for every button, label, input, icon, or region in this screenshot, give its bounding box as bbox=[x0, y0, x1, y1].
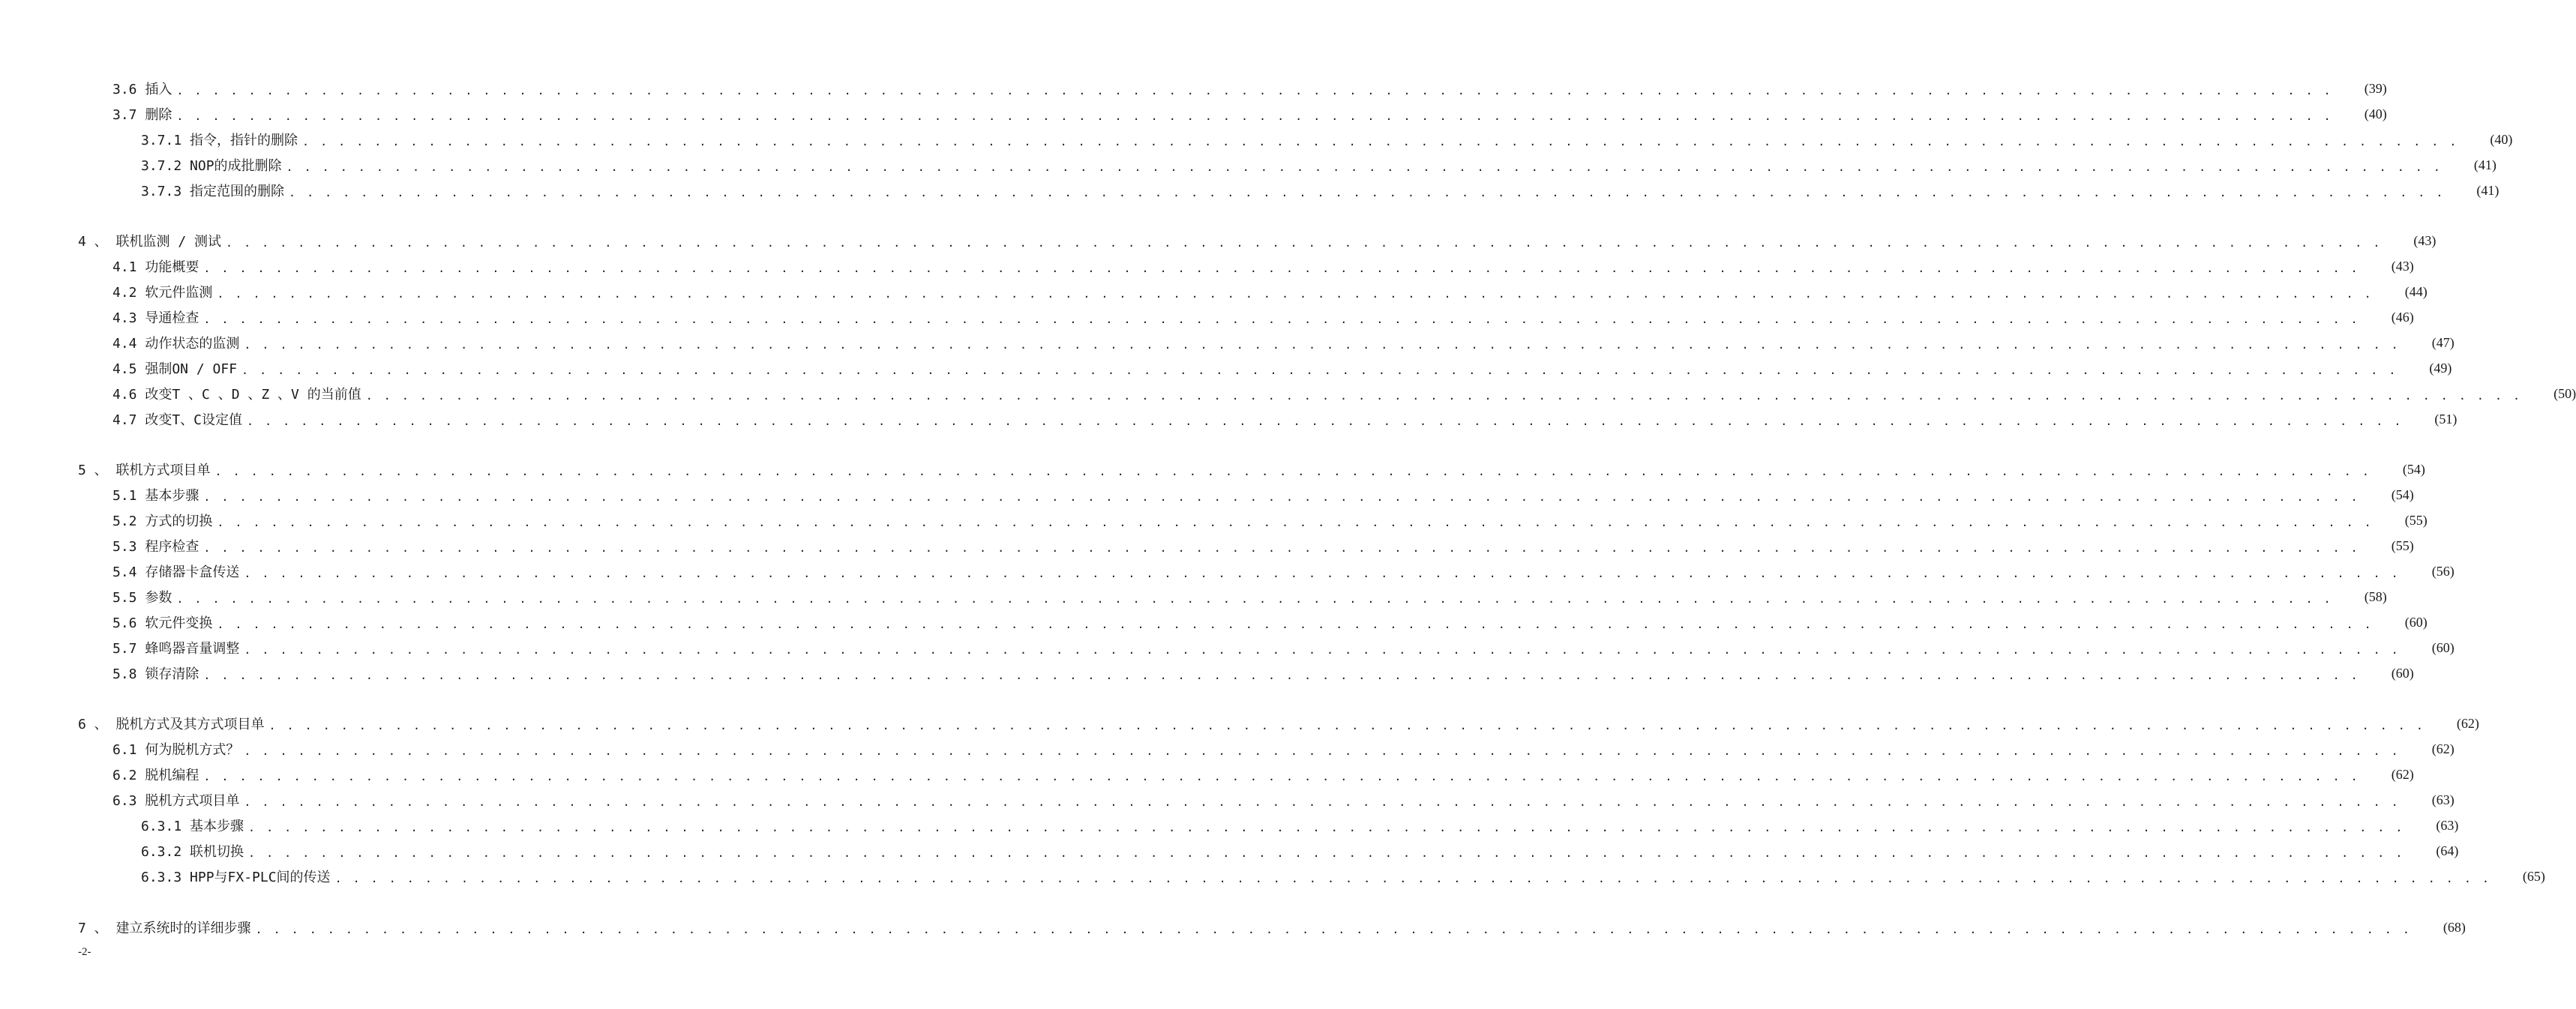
toc-leader-dots: . . . . . . . . . . . . . . . . . . . . . . . . . . . . . . . . . . . . . . . . . . . . . . . . . . . . . . . . . . . . . . . . . . . . . . . . . . . . . . . . . . . . . . . . . . . . . . . . . . . . . . . . . . . . . . . . . . . . . . . . bbox=[241, 364, 2398, 377]
toc-entry-title: 4.2 软元件监测 bbox=[112, 285, 213, 301]
toc-entry-title: 5.3 程序检查 bbox=[112, 539, 199, 555]
toc-entry-title: 6 、 脱机方式及其方式项目单 bbox=[78, 717, 265, 732]
toc-entry bbox=[112, 331, 2455, 354]
toc-entry bbox=[112, 408, 2458, 430]
toc-entry-title: 3.7.3 指定范围的删除 bbox=[141, 184, 285, 199]
toc-leader-dots: . . . . . . . . . . . . . . . . . . . . . . . . . . . . . . . . . . . . . . . . . . . . . . . . . . . . . . . . . . . . . . . . . . . . . . . . . . . . . . . . . . . . . . . . . . . . . . . . . . . . . . . . . . . . . . . . . . . . . . . . bbox=[286, 160, 2443, 174]
toc-entry bbox=[112, 636, 2455, 659]
toc-entry-page: (60) bbox=[2431, 639, 2455, 655]
toc-leader-dots: . . . . . . . . . . . . . . . . . . . . . . . . . . . . . . . . . . . . . . . . . . . . . . . . . . . . . . . . . . . . . . . . . . . . . . . . . . . . . . . . . . . . . . . . . . . . . . . . . . . . . . . . . . . . . . . . . . . . . . . . bbox=[244, 567, 2401, 580]
toc-entry-title: 4.3 导通检查 bbox=[112, 310, 199, 326]
toc-entry-page: (56) bbox=[2431, 563, 2455, 579]
toc-entry-title: 6.3.3 HPP与FX-PLC间的传送 bbox=[141, 870, 331, 885]
toc-entry-title: 5.7 蜂鸣器音量调整 bbox=[112, 641, 240, 657]
toc-entry-title: 3.6 插入 bbox=[112, 82, 172, 97]
toc-entry-page: (39) bbox=[2364, 80, 2387, 96]
toc-leader-dots: . . . . . . . . . . . . . . . . . . . . . . . . . . . . . . . . . . . . . . . . . . . . . . . . . . . . . . . . . . . . . . . . . . . . . . . . . . . . . . . . . . . . . . . . . . . . . . . . . . . . . . . . . . . . . . . . . . . . . . . . bbox=[365, 389, 2523, 403]
toc-entry-title: 4.6 改变T 、C 、D 、Z 、V 的当前值 bbox=[112, 387, 361, 403]
toc-entry bbox=[112, 509, 2428, 531]
toc-leader-dots: . . . . . . . . . . . . . . . . . . . . . . . . . . . . . . . . . . . . . . . . . . . . . . . . . . . . . . . . . . . . . . . . . . . . . . . . . . . . . . . . . . . . . . . . . . . . . . . . . . . . . . . . . . . . . . . . . . . . . . . . bbox=[334, 872, 2491, 885]
toc-entry bbox=[141, 154, 2497, 176]
toc-leader-dots: . . . . . . . . . . . . . . . . . . . . . . . . . . . . . . . . . . . . . . . . . . . . . . . . . . . . . . . . . . . . . . . . . . . . . . . . . . . . . . . . . . . . . . . . . . . . . . . . . . . . . . . . . . . . . . . . . . . . . . . . bbox=[176, 109, 2333, 123]
toc-entry-title: 6.3.2 联机切换 bbox=[141, 844, 244, 860]
toc-entry bbox=[112, 662, 2414, 684]
toc-entry-page: (62) bbox=[2431, 741, 2455, 756]
toc-entry-page: (50) bbox=[2554, 385, 2576, 401]
toc-entry bbox=[141, 179, 2500, 202]
toc-entry-page: (44) bbox=[2404, 283, 2428, 299]
toc-entry-title: 4.4 动作状态的监测 bbox=[112, 336, 240, 352]
toc-entry-page: (58) bbox=[2364, 588, 2387, 604]
toc-entry-title: 4 、 联机监测 / 测试 bbox=[78, 234, 222, 250]
toc-leader-dots: . . . . . . . . . . . . . . . . . . . . . . . . . . . . . . . . . . . . . . . . . . . . . . . . . . . . . . . . . . . . . . . . . . . . . . . . . . . . . . . . . . . . . . . . . . . . . . . . . . . . . . . . . . . . . . . . . . . . . . . . bbox=[289, 186, 2446, 199]
toc-leader-dots: . . . . . . . . . . . . . . . . . . . . . . . . . . . . . . . . . . . . . . . . . . . . . . . . . . . . . . . . . . . . . . . . . . . . . . . . . . . . . . . . . . . . . . . . . . . . . . . . . . . . . . . . . . . . . . . . . . . . . . . . bbox=[244, 338, 2401, 352]
toc-entry-title: 6.2 脱机编程 bbox=[112, 768, 199, 783]
toc-entry-title: 4.7 改变T、C设定值 bbox=[112, 412, 243, 428]
toc-leader-dots: . . . . . . . . . . . . . . . . . . . . . . . . . . . . . . . . . . . . . . . . . . . . . . . . . . . . . . . . . . . . . . . . . . . . . . . . . . . . . . . . . . . . . . . . . . . . . . . . . . . . . . . . . . . . . . . . . . . . . . . . bbox=[217, 618, 2374, 631]
toc-entry-page: (63) bbox=[2436, 817, 2459, 833]
toc-entry-page: (55) bbox=[2404, 512, 2428, 528]
toc-entry-page: (46) bbox=[2391, 309, 2414, 325]
toc-entry-page: (51) bbox=[2434, 411, 2458, 427]
toc-entry-title: 6.3 脱机方式项目单 bbox=[112, 793, 240, 809]
toc-entry-page: (54) bbox=[2402, 461, 2425, 477]
toc-entry-page: (64) bbox=[2436, 843, 2459, 858]
toc-entry-page: (60) bbox=[2391, 665, 2414, 681]
page-number: -2- bbox=[78, 946, 91, 958]
toc-entry-title: 3.7.2 NOP的成批删除 bbox=[141, 158, 282, 174]
toc-leader-dots: . . . . . . . . . . . . . . . . . . . . . . . . . . . . . . . . . . . . . . . . . . . . . . . . . . . . . . . . . . . . . . . . . . . . . . . . . . . . . . . . . . . . . . . . . . . . . . . . . . . . . . . . . . . . . . . . . . . . . . . . bbox=[203, 770, 2360, 783]
toc-entry-page: (65) bbox=[2522, 868, 2545, 884]
toc-entry-page: (49) bbox=[2429, 360, 2452, 376]
toc-entry-page: (43) bbox=[2413, 232, 2437, 248]
toc-entry-page: (55) bbox=[2391, 537, 2414, 553]
toc-entry-page: (40) bbox=[2490, 131, 2513, 147]
toc-leader-dots: . . . . . . . . . . . . . . . . . . . . . . . . . . . . . . . . . . . . . . . . . . . . . . . . . . . . . . . . . . . . . . . . . . . . . . . . . . . . . . . . . . . . . . . . . . . . . . . . . . . . . . . . . . . . . . . . . . . . . . . . bbox=[217, 516, 2374, 529]
toc-leader-dots: . . . . . . . . . . . . . . . . . . . . . . . . . . . . . . . . . . . . . . . . . . . . . . . . . . . . . . . . . . . . . . . . . . . . . . . . . . . . . . . . . . . . . . . . . . . . . . . . . . . . . . . . . . . . . . . . . . . . . . . . bbox=[248, 821, 2405, 834]
toc-entry bbox=[141, 814, 2459, 837]
toc-entry-page: (41) bbox=[2473, 157, 2497, 172]
toc-leader-dots: . . . . . . . . . . . . . . . . . . . . . . . . . . . . . . . . . . . . . . . . . . . . . . . . . . . . . . . . . . . . . . . . . . . . . . . . . . . . . . . . . . . . . . . . . . . . . . . . . . . . . . . . . . . . . . . . . . . . . . . . bbox=[302, 135, 2459, 148]
toc-entry-title: 5.6 软元件变换 bbox=[112, 615, 213, 631]
toc-leader-dots: . . . . . . . . . . . . . . . . . . . . . . . . . . . . . . . . . . . . . . . . . . . . . . . . . . . . . . . . . . . . . . . . . . . . . . . . . . . . . . . . . . . . . . . . . . . . . . . . . . . . . . . . . . . . . . . . . . . . . . . . bbox=[244, 744, 2401, 758]
toc-entry-page: (60) bbox=[2404, 614, 2428, 630]
toc-entry bbox=[141, 128, 2513, 151]
toc-leader-dots: . . . . . . . . . . . . . . . . . . . . . . . . . . . . . . . . . . . . . . . . . . . . . . . . . . . . . . . . . . . . . . . . . . . . . . . . . . . . . . . . . . . . . . . . . . . . . . . . . . . . . . . . . . . . . . . . . . . . . . . . bbox=[176, 592, 2333, 606]
toc-entry-title: 5.4 存储器卡盒传送 bbox=[112, 564, 240, 580]
toc-entry-title: 4.5 强制ON / OFF bbox=[112, 361, 238, 377]
toc-entry bbox=[78, 916, 2466, 939]
toc-leader-dots: . . . . . . . . . . . . . . . . . . . . . . . . . . . . . . . . . . . . . . . . . . . . . . . . . . . . . . . . . . . . . . . . . . . . . . . . . . . . . . . . . . . . . . . . . . . . . . . . . . . . . . . . . . . . . . . . . . . . . . . . bbox=[203, 541, 2360, 555]
toc-entry-title: 6.1 何为脱机方式？ bbox=[112, 742, 240, 758]
toc-entry-title: 3.7.1 指令，指针的删除 bbox=[141, 133, 298, 148]
toc-entry bbox=[112, 77, 2387, 100]
toc-entry-page: (41) bbox=[2476, 182, 2500, 198]
toc-entry-page: (62) bbox=[2456, 715, 2479, 731]
toc-entry-title: 5.5 参数 bbox=[112, 590, 172, 606]
toc-entry bbox=[112, 484, 2414, 506]
toc-entry bbox=[78, 229, 2437, 252]
toc-leader-dots: . . . . . . . . . . . . . . . . . . . . . . . . . . . . . . . . . . . . . . . . . . . . . . . . . . . . . . . . . . . . . . . . . . . . . . . . . . . . . . . . . . . . . . . . . . . . . . . . . . . . . . . . . . . . . . . . . . . . . . . . bbox=[226, 236, 2383, 250]
toc-leader-dots: . . . . . . . . . . . . . . . . . . . . . . . . . . . . . . . . . . . . . . . . . . . . . . . . . . . . . . . . . . . . . . . . . . . . . . . . . . . . . . . . . . . . . . . . . . . . . . . . . . . . . . . . . . . . . . . . . . . . . . . . bbox=[247, 415, 2404, 428]
toc-leader-dots: . . . . . . . . . . . . . . . . . . . . . . . . . . . . . . . . . . . . . . . . . . . . . . . . . . . . . . . . . . . . . . . . . . . . . . . . . . . . . . . . . . . . . . . . . . . . . . . . . . . . . . . . . . . . . . . . . . . . . . . . bbox=[176, 84, 2333, 97]
toc-entry-page: (63) bbox=[2431, 792, 2455, 807]
toc-entry bbox=[141, 865, 2545, 888]
toc-entry bbox=[112, 738, 2455, 760]
toc-entry bbox=[112, 534, 2414, 557]
toc-entry-page: (43) bbox=[2391, 258, 2414, 274]
toc-entry-page: (68) bbox=[2443, 919, 2466, 935]
toc-entry bbox=[141, 840, 2459, 862]
toc-entry bbox=[112, 611, 2428, 633]
toc-entry-page: (47) bbox=[2431, 334, 2455, 350]
toc-entry bbox=[78, 712, 2479, 735]
toc-entry-title: 6.3.1 基本步骤 bbox=[141, 819, 244, 834]
toc-leader-dots: . . . . . . . . . . . . . . . . . . . . . . . . . . . . . . . . . . . . . . . . . . . . . . . . . . . . . . . . . . . . . . . . . . . . . . . . . . . . . . . . . . . . . . . . . . . . . . . . . . . . . . . . . . . . . . . . . . . . . . . . bbox=[203, 313, 2360, 326]
toc-leader-dots: . . . . . . . . . . . . . . . . . . . . . . . . . . . . . . . . . . . . . . . . . . . . . . . . . . . . . . . . . . . . . . . . . . . . . . . . . . . . . . . . . . . . . . . . . . . . . . . . . . . . . . . . . . . . . . . . . . . . . . . . bbox=[244, 795, 2401, 809]
toc-entry-title: 5 、 联机方式项目单 bbox=[78, 463, 211, 478]
toc-entry bbox=[112, 306, 2414, 328]
toc-entry bbox=[112, 382, 2576, 405]
toc-leader-dots: . . . . . . . . . . . . . . . . . . . . . . . . . . . . . . . . . . . . . . . . . . . . . . . . . . . . . . . . . . . . . . . . . . . . . . . . . . . . . . . . . . . . . . . . . . . . . . . . . . . . . . . . . . . . . . . . . . . . . . . . bbox=[255, 923, 2412, 936]
toc-leader-dots: . . . . . . . . . . . . . . . . . . . . . . . . . . . . . . . . . . . . . . . . . . . . . . . . . . . . . . . . . . . . . . . . . . . . . . . . . . . . . . . . . . . . . . . . . . . . . . . . . . . . . . . . . . . . . . . . . . . . . . . . bbox=[203, 669, 2360, 682]
toc-entry-title: 4.1 功能概要 bbox=[112, 259, 199, 275]
toc-leader-dots: . . . . . . . . . . . . . . . . . . . . . . . . . . . . . . . . . . . . . . . . . . . . . . . . . . . . . . . . . . . . . . . . . . . . . . . . . . . . . . . . . . . . . . . . . . . . . . . . . . . . . . . . . . . . . . . . . . . . . . . . bbox=[244, 643, 2401, 657]
toc-entry bbox=[112, 789, 2455, 811]
toc-entry bbox=[112, 280, 2428, 303]
toc-entry-title: 3.7 删除 bbox=[112, 107, 172, 123]
toc-entry-page: (62) bbox=[2391, 766, 2414, 782]
toc-entry bbox=[112, 357, 2452, 379]
toc-entry-title: 7 、 建立系统时的详细步骤 bbox=[78, 921, 251, 936]
toc-entry bbox=[112, 585, 2387, 608]
toc-entry-page: (40) bbox=[2364, 106, 2387, 121]
toc-entry bbox=[78, 458, 2425, 481]
toc-leader-dots: . . . . . . . . . . . . . . . . . . . . . . . . . . . . . . . . . . . . . . . . . . . . . . . . . . . . . . . . . . . . . . . . . . . . . . . . . . . . . . . . . . . . . . . . . . . . . . . . . . . . . . . . . . . . . . . . . . . . . . . . bbox=[203, 490, 2360, 504]
toc-leader-dots: . . . . . . . . . . . . . . . . . . . . . . . . . . . . . . . . . . . . . . . . . . . . . . . . . . . . . . . . . . . . . . . . . . . . . . . . . . . . . . . . . . . . . . . . . . . . . . . . . . . . . . . . . . . . . . . . . . . . . . . . bbox=[214, 465, 2371, 478]
toc-entry bbox=[112, 763, 2414, 786]
toc-entry-title: 5.1 基本步骤 bbox=[112, 488, 199, 504]
toc-leader-dots: . . . . . . . . . . . . . . . . . . . . . . . . . . . . . . . . . . . . . . . . . . . . . . . . . . . . . . . . . . . . . . . . . . . . . . . . . . . . . . . . . . . . . . . . . . . . . . . . . . . . . . . . . . . . . . . . . . . . . . . . bbox=[203, 262, 2360, 275]
toc-entry-page: (54) bbox=[2391, 487, 2414, 502]
toc-leader-dots: . . . . . . . . . . . . . . . . . . . . . . . . . . . . . . . . . . . . . . . . . . . . . . . . . . . . . . . . . . . . . . . . . . . . . . . . . . . . . . . . . . . . . . . . . . . . . . . . . . . . . . . . . . . . . . . . . . . . . . . . bbox=[217, 287, 2374, 301]
toc-entry-title: 5.2 方式的切换 bbox=[112, 513, 213, 529]
toc-entry bbox=[112, 255, 2414, 277]
toc-entry-title: 5.8 锁存清除 bbox=[112, 666, 199, 682]
toc-entry bbox=[112, 103, 2387, 125]
toc-leader-dots: . . . . . . . . . . . . . . . . . . . . . . . . . . . . . . . . . . . . . . . . . . . . . . . . . . . . . . . . . . . . . . . . . . . . . . . . . . . . . . . . . . . . . . . . . . . . . . . . . . . . . . . . . . . . . . . . . . . . . . . . bbox=[268, 719, 2425, 732]
toc-entry bbox=[112, 560, 2455, 582]
toc-leader-dots: . . . . . . . . . . . . . . . . . . . . . . . . . . . . . . . . . . . . . . . . . . . . . . . . . . . . . . . . . . . . . . . . . . . . . . . . . . . . . . . . . . . . . . . . . . . . . . . . . . . . . . . . . . . . . . . . . . . . . . . . bbox=[248, 846, 2405, 860]
